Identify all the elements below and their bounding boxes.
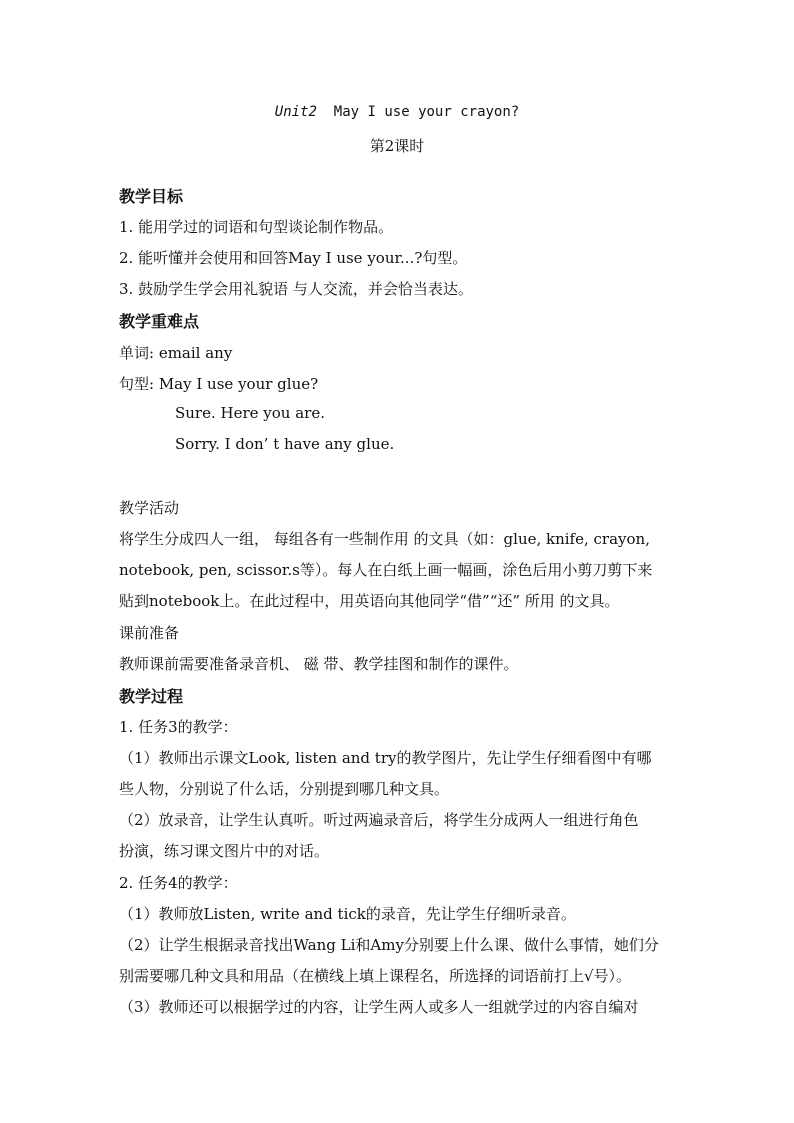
- goals-heading: 教学目标: [119, 187, 184, 206]
- document-title: [0, 104, 794, 120]
- process-line-2: （1）教师出示课文Look, listen and try的教学图片，先让学生仔细看图中有哪: [119, 749, 652, 767]
- process-line-4: （2）放录音，让学生认真听。听过两遍录音后，将学生分成两人一组进行角色: [119, 811, 639, 829]
- goal-item-1: 1. 能用学过的词语和句型谈论制作物品。: [119, 218, 394, 236]
- key-reply-1: Sure. Here you are.: [175, 404, 325, 422]
- process-line-1: 1. 任务3的教学：: [119, 718, 238, 736]
- process-line-9: 别需要哪几种文具和用品（在横线上填上课程名，所选择的词语前打上√号）。: [119, 967, 632, 985]
- process-line-8: （2）让学生根据录音找出Wang Li和Amy分别要上什么课、做什么事情，她们分: [119, 936, 659, 954]
- process-line-7: （1）教师放Listen, write and tick的录音，先让学生仔细听录音。: [119, 905, 576, 923]
- prep-heading: 课前准备: [119, 624, 180, 642]
- process-line-6: 2. 任务4的教学：: [119, 874, 238, 892]
- key-reply-2: Sorry. I don’ t have any glue.: [175, 435, 395, 453]
- document-subtitle: 第2课时: [369, 137, 425, 155]
- process-line-5: 扮演，练习课文图片中的对话。: [119, 842, 330, 860]
- activity-line-3: 贴到notebook上。在此过程中，用英语向其他同学“借”“还” 所用 的文具。: [119, 592, 620, 610]
- process-line-3: 些人物，分别说了什么话，分别提到哪几种文具。: [119, 780, 450, 798]
- activity-line-1: 将学生分成四人一组， 每组各有一些制作用 的文具（如：glue, knife, crayon,: [119, 530, 650, 548]
- title-text: May I use your crayon?: [333, 104, 520, 120]
- activity-heading: 教学活动: [119, 499, 180, 517]
- key-pattern: 句型: May I use your glue?: [119, 375, 319, 393]
- prep-text: 教师课前需要准备录音机、 磁 带、教学挂图和制作的课件。: [119, 655, 519, 673]
- activity-line-2: notebook, pen, scissor.s等）。每人在白纸上画一幅画，涂色后用小剪刀剪下来: [119, 561, 653, 579]
- process-heading: 教学过程: [119, 687, 184, 706]
- goal-item-3: 3. 鼓励学生学会用礼貌语 与人交流，并会恰当表达。: [119, 280, 473, 298]
- key-words: 单词: email any: [119, 344, 233, 362]
- title-unit: Unit2: [274, 104, 317, 120]
- key-points-heading: 教学重难点: [119, 312, 200, 331]
- process-line-10: （3）教师还可以根据学过的内容，让学生两人或多人一组就学过的内容自编对: [119, 998, 639, 1016]
- goal-item-2: 2. 能听懂并会使用和回答May I use your...?句型。: [119, 249, 468, 267]
